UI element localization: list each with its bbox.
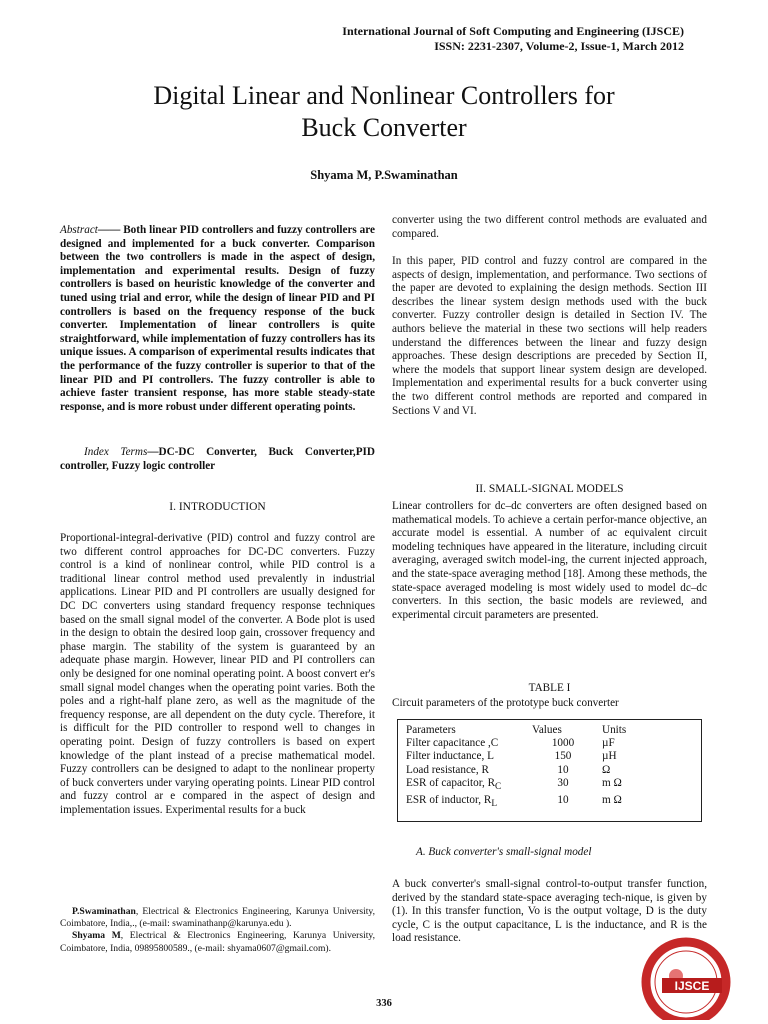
footnote-2 bbox=[60, 930, 375, 954]
table-cell-value: 1000 bbox=[551, 737, 575, 750]
footnote-1 bbox=[60, 906, 375, 930]
table-cell-param bbox=[402, 777, 528, 794]
journal-name: International Journal of Soft Computing and Engineering (IJSCE) bbox=[342, 24, 684, 38]
param-subscript: L bbox=[491, 799, 498, 810]
introduction-text: Proportional-integral-derivative (PID) control and fuzzy control are two different control approaches for DC-DC converters. Fuzzy control is a kind of nonlinear control, while PID control is a traditional linear control method used prevalently in industrial applications. Linear PID and PI controllers are usually designed for DC DC converters using standard frequency response techniques based on the small signal model of the converter. A Bode plot is used in the design to obtain the desired loop gain, crossover frequency and phase margin. The stability of the system is guaranteed by an adequate phase margin. However, linear PID and PI controllers can only be designed for one nominal operating point. A boost convert er's small signal model changes when the operating point varies. Both the poles and a right-half plane zero, as well as the magnitude of the frequency response, are all dependent on the duty cycle. Therefore, it is difficult for the PID controller to respond well to changes in operating point. Design of fuzzy controllers is based on expert knowledge of the plant instead of a precise mathematical model. Fuzzy controllers can be designed to adapt to the nonlinear property of buck converters under varying operating points. Linear PID control and fuzzy control ar e compared in the aspect of design and implementation issues. Experimental results for a buck bbox=[60, 532, 375, 816]
abstract-paragraph bbox=[60, 224, 375, 414]
table-caption: Circuit parameters of the prototype buck converter bbox=[392, 697, 619, 709]
abstract-dash: —— bbox=[97, 224, 124, 236]
table-cell-param bbox=[402, 737, 528, 750]
param-text: Load resistance, R bbox=[406, 763, 489, 776]
table-header-units: Units bbox=[602, 724, 627, 736]
table-row bbox=[402, 737, 676, 750]
right-paragraph-2-text: In this paper, PID control and fuzzy control are compared in the aspects of design, implementation, and performance. Two sections of the paper are devoted to explaining the design methods. Section III describes the linear system design methods used with the buck converter. Fuzzy controller design is detailed in Section IV. The authors believe the material in these two sections will help readers understand the differences between the linear and fuzzy design approaches. These design descriptions are preceded by Section II, where the models that support linear system design are developed. Implementation and experimental results for a buck converter using the two different control methods are reported and compared in Sections V and VI. bbox=[392, 255, 707, 417]
table-cell-value: 10 bbox=[557, 794, 569, 807]
table-header-parameters: Parameters bbox=[406, 724, 456, 736]
right-paragraph-1-text: converter using the two different control methods are evaluated and compared. bbox=[392, 214, 707, 240]
ijsce-logo-icon bbox=[634, 930, 738, 1020]
table-header-values: Values bbox=[532, 724, 562, 736]
parameters-table bbox=[402, 724, 676, 812]
table-cell-unit: m Ω bbox=[602, 794, 622, 807]
section-heading-small-signal: II. SMALL-SIGNAL MODELS bbox=[475, 483, 624, 495]
title-line-1: Digital Linear and Nonlinear Controllers for bbox=[153, 81, 615, 110]
param-text: ESR of capacitor, R bbox=[406, 776, 496, 789]
footnote-2-text: , Electrical & Electronics Engineering, Karunya University, Coimbatore, India, 09895800589., (e-mail: shyama0607@gmail.com). bbox=[60, 930, 375, 954]
table-cell-param bbox=[402, 750, 528, 763]
abstract-text: Both linear PID controllers and fuzzy controllers are designed and implemented for a buck converter. Comparison between the two controllers is made in the aspect of design, implementation and experimental results. Design of fuzzy controllers is based on heuristic knowledge of the converter and tuned using trial and error, while the design of linear PID and PI controllers is based on the frequency response of the buck converter. Implementation of linear controllers is quite straightforward, while implementation of fuzzy controllers has its unique issues. A comparison of experimental results indicates that the performance of the fuzzy controller is superior to that of the linear PID and PI controllers. The fuzzy controller is able to achieve faster transient response, has more stable steady-state response, and is more robust under different operating points. bbox=[60, 224, 376, 413]
index-terms-text: —DC-DC Converter, Buck Converter,PID controller, Fuzzy logic controller bbox=[60, 446, 375, 472]
introduction-block bbox=[60, 532, 375, 817]
table-header-row bbox=[402, 724, 676, 737]
table-cell-param bbox=[402, 764, 528, 777]
page-number: 336 bbox=[376, 998, 392, 1009]
author-footnotes bbox=[60, 906, 375, 955]
table-cell-value: 150 bbox=[554, 750, 572, 763]
table-cell-unit: µF bbox=[602, 737, 615, 750]
table-label: TABLE I bbox=[528, 682, 571, 694]
footnote-2-name: Shyama M bbox=[72, 930, 121, 942]
journal-issn: ISSN: 2231-2307, Volume-2, Issue-1, March 2012 bbox=[434, 39, 684, 53]
index-terms-block bbox=[60, 446, 375, 473]
abstract-block bbox=[60, 224, 375, 414]
param-text: Filter inductance, L bbox=[406, 750, 494, 763]
table-cell-unit: µH bbox=[602, 750, 617, 763]
title-line-2: Buck Converter bbox=[301, 113, 467, 142]
table-row bbox=[402, 764, 676, 777]
footnote-1-text: , Electrical & Electronics Engineering, Karunya University, Coimbatore, India,., (e-mail: swaminathanp@karunya.edu ). bbox=[60, 906, 375, 930]
table-cell-unit: m Ω bbox=[602, 776, 622, 789]
paper-authors: Shyama M, P.Swaminathan bbox=[310, 168, 458, 182]
param-text: ESR of inductor, R bbox=[406, 794, 492, 807]
small-signal-text: Linear controllers for dc–dc converters are often designed based on mathematical models. To achieve a certain perfor-mance objective, an accurate model is essential. A number of ac equivalent circuit modeling techniques have appeared in the literature, including circuit averaging, averaged switch model-ing, the current injected approach, and the state-space averaging method [18]. Among these methods, the state-space averaged modeling is most widely used to model dc–dc converters. In this section, the basic models are reviewed, and experimental circuit parameters are presented. bbox=[392, 500, 707, 621]
index-terms-label: Index Terms bbox=[84, 446, 148, 458]
table-row bbox=[402, 750, 676, 763]
abstract-label: Abstract bbox=[60, 224, 98, 236]
small-signal-block bbox=[392, 500, 707, 622]
section-heading-introduction: I. INTRODUCTION bbox=[169, 501, 266, 513]
right-paragraph-2 bbox=[392, 255, 707, 418]
table-cell-value: 30 bbox=[557, 776, 569, 789]
logo-text: IJSCE bbox=[674, 979, 710, 993]
table-row bbox=[402, 794, 676, 811]
journal-header bbox=[342, 24, 684, 54]
footnote-1-name: P.Swaminathan bbox=[72, 906, 136, 917]
table-row bbox=[402, 777, 676, 794]
parameters-table-box bbox=[397, 719, 702, 822]
table-cell-value: 10 bbox=[557, 763, 569, 776]
table-cell-param bbox=[402, 794, 528, 811]
param-text: Filter capacitance ,C bbox=[406, 737, 499, 750]
paper-title bbox=[0, 80, 768, 144]
param-subscript: C bbox=[495, 782, 502, 793]
subsection-a-text: A buck converter's small-signal control-to-output transfer function, derived by the standard state-space averaging tech-nique, is given by (1). In this transfer function, Vo is the output voltage, D is the duty cycle, C is the output capacitance, L is the inductance, and R is the load resistance. bbox=[392, 878, 707, 945]
table-cell-unit: Ω bbox=[602, 763, 611, 776]
subsection-heading-a: A. Buck converter's small-signal model bbox=[416, 846, 592, 858]
index-terms-paragraph bbox=[60, 446, 375, 473]
right-paragraph-1 bbox=[392, 214, 707, 241]
